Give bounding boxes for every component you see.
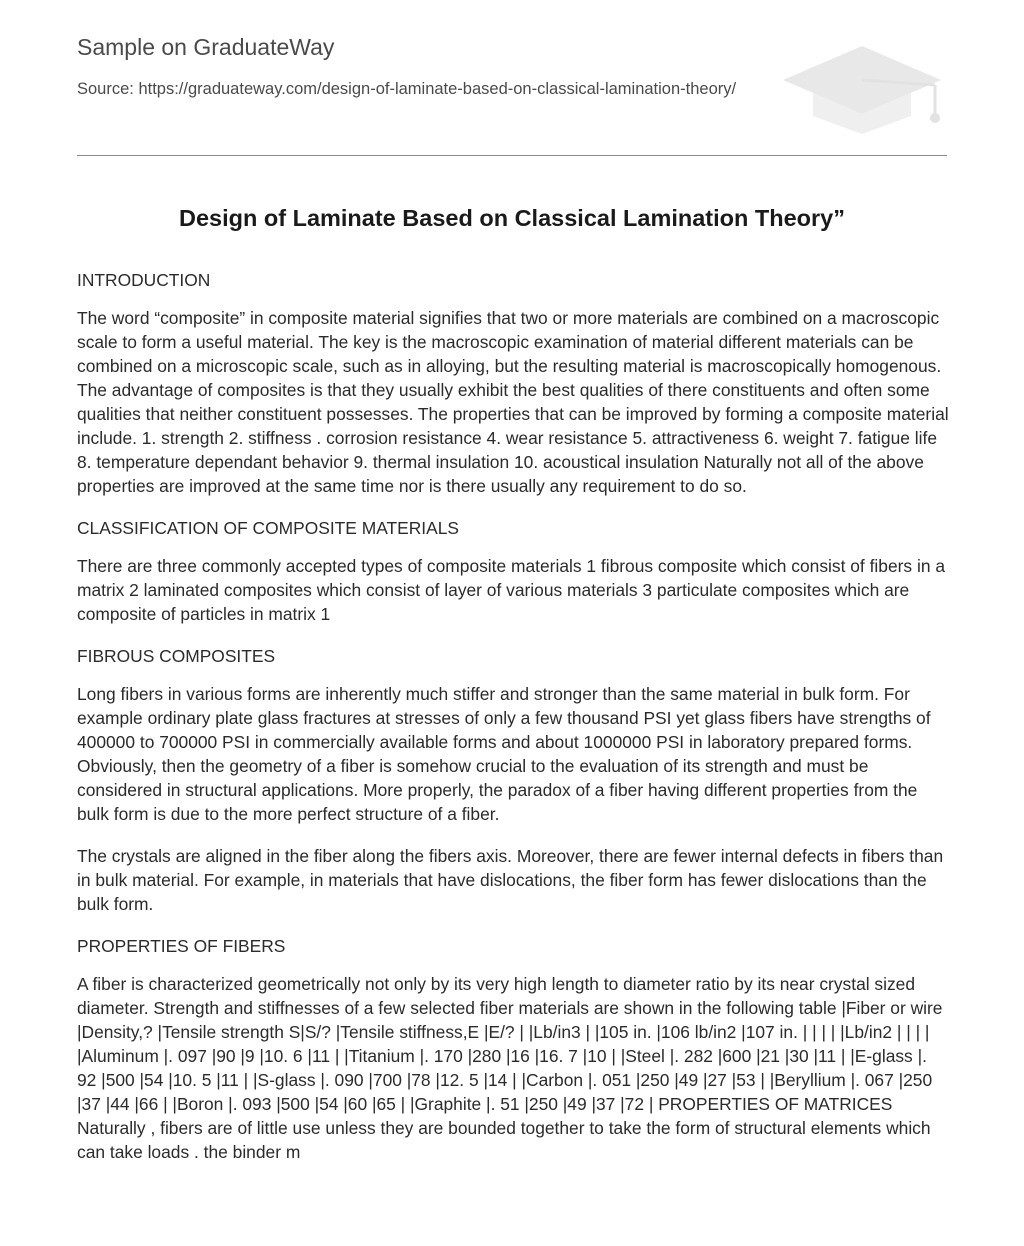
document-body: [77, 268, 949, 1182]
paragraph: A fiber is characterized geometrically not only by its very high length to diameter ratio by its near crystal sized diameter. Strength and stiffnesses of a few selected fiber materials are shown in the following table |Fiber or wire |Density,? |Tensile strength S|S/? |Tensile stiffness,E |E/? | |Lb/in3 | |105 in. |106 lb/in2 |107 in. | | | | |Lb/in2 | | | | |Aluminum |. 097 |90 |9 |10. 6 |11 | |Titanium |. 170 |280 |16 |16. 7 |10 | |Steel |. 282 |600 |21 |30 |11 | |E-glass |. 92 |500 |54 |10. 5 |11 | |S-glass |. 090 |700 |78 |12. 5 |14 | |Carbon |. 051 |250 |49 |27 |53 | |Beryllium |. 067 |250 |37 |44 |66 | |Boron |. 093 |500 |54 |60 |65 | |Graphite |. 51 |250 |49 |37 |72 | PROPERTIES OF MATRICES Naturally , fibers are of little use unless they are bounded together to take the form of structural elements which can take loads . the binder m: [77, 974, 943, 1162]
source-link[interactable]: https://graduateway.com/design-of-laminate-based-on-classical-lamination-theory/: [138, 80, 737, 98]
section-heading: FIBROUS COMPOSITES: [77, 646, 276, 666]
header-divider: [77, 155, 947, 156]
paragraph: The crystals are aligned in the fiber along the fibers axis. Moreover, there are fewer internal defects in fibers than in bulk material. For example, in materials that have dislocations, the fiber form has fewer dislocations than the bulk form.: [77, 846, 944, 914]
site-title: Sample on GraduateWay: [77, 34, 335, 60]
document-title: Design of Laminate Based on Classical Lamination Theory”: [179, 205, 845, 231]
source-line: [77, 78, 767, 100]
source-label: Source:: [77, 80, 139, 98]
graduation-cap-icon: [777, 30, 947, 134]
section-heading: PROPERTIES OF FIBERS: [77, 936, 286, 956]
paragraph: Long fibers in various forms are inherently much stiffer and stronger than the same material in bulk form. For example ordinary plate glass fractures at stresses of only a few thousand PSI yet glass fibers have strengths of 400000 to 700000 PSI in commercially available forms and about 1000000 PSI in laboratory prepared forms. Obviously, then the geometry of a fiber is somehow crucial to the evaluation of its strength and must be considered in structural applications. More properly, the paradox of a fiber having different properties from the bulk form is due to the more perfect structure of a fiber.: [77, 684, 931, 824]
paragraph: The word “composite” in composite material signifies that two or more materials are combined on a macroscopic scale to form a useful material. The key is the macroscopic examination of material different materials can be combined on a microscopic scale, such as in alloying, but the resulting material is macroscopically homogenous. The advantage of composites is that they usually exhibit the best qualities of there constituents and often some qualities that neither constituent possesses. The properties that can be improved by forming a composite material include. 1. strength 2. stiffness . corrosion resistance 4. wear resistance 5. attractiveness 6. weight 7. fatigue life 8. temperature dependant behavior 9. thermal insulation 10. acoustical insulation Naturally not all of the above properties are improved at the same time nor is there usually any requirement to do so.: [77, 308, 949, 496]
page-header: [77, 30, 947, 160]
section-heading: CLASSIFICATION OF COMPOSITE MATERIALS: [77, 518, 459, 538]
section-heading: INTRODUCTION: [77, 270, 211, 290]
paragraph: There are three commonly accepted types of composite materials 1 fibrous composite which consist of fibers in a matrix 2 laminated composites which consist of layer of various materials 3 particulate composites which are composite of particles in matrix 1: [77, 556, 945, 624]
